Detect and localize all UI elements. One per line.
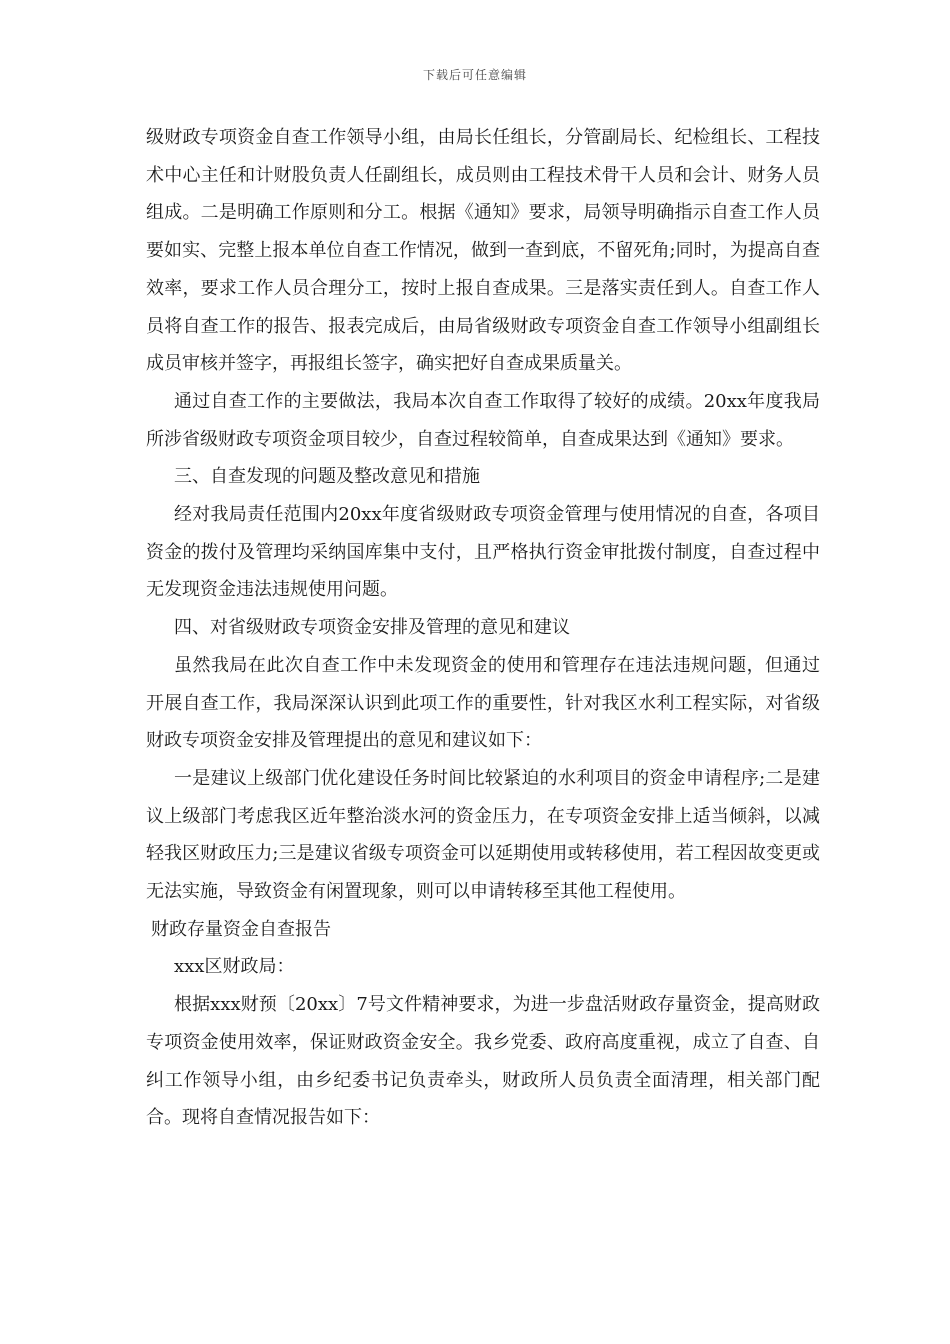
section-heading-4: 四、对省级财政专项资金安排及管理的意见和建议 [174, 617, 570, 639]
salutation: xxx区财政局： [174, 956, 295, 978]
paragraph-problems: 经对我局责任范围内20xx年度省级财政专项资金管理与使用情况的自查，各项目资金的拨付及管理均采纳国库集中支付，且严格执行资金审批拨付制度，自查过程中无发现资金违法违规使用问题。 [146, 504, 820, 601]
paragraph-results: 通过自查工作的主要做法，我局本次自查工作取得了较好的成绩。20xx年度我局所涉省级财政专项资金项目较少，自查过程较简单，自查成果达到《通知》要求。 [146, 390, 820, 450]
paragraph-suggestions-intro: 虽然我局在此次自查工作中未发现资金的使用和管理存在违法违规问题，但通过开展自查工作，我局深深认识到此项工作的重要性，针对我区水利工程实际，对省级财政专项资金安排及管理提出的意见和建议如下： [146, 654, 820, 752]
report-title: 财政存量资金自查报告 [151, 918, 331, 940]
paragraph-report-body: 根据xxx财预〔20xx〕7号文件精神要求，为进一步盘活财政存量资金，提高财政专项资金使用效率，保证财政资金安全。我乡党委、政府高度重视，成立了自查、自纠工作领导小组，由乡纪委书记负责牵头，财政所人员负责全面清理，相关部门配合。现将自查情况报告如下： [146, 994, 820, 1129]
document-body [146, 119, 820, 1137]
page-header: 下载后可任意编辑 [422, 68, 527, 82]
section-heading-3: 三、自查发现的问题及整改意见和措施 [174, 466, 480, 488]
paragraph-leadership-group: 级财政专项资金自查工作领导小组，由局长任组长，分管副局长、纪检组长、工程技术中心主任和计财股负责人任副组长，成员则由工程技术骨干人员和会计、财务人员组成。二是明确工作原则和分工。根据《通知》要求，局领导明确指示自查工作人员要如实、完整上报本单位自查工作情况，做到一查到底，不留死角;同时，为提高自查效率，要求工作人员合理分工，按时上报自查成果。三是落实责任到人。自查工作人员将自查工作的报告、报表完成后，由局省级财政专项资金自查工作领导小组副组长成员审核并签字，再报组长签字，确实把好自查成果质量关。 [146, 127, 820, 375]
paragraph-suggestions-list: 一是建议上级部门优化建设任务时间比较紧迫的水利项目的资金申请程序;二是建议上级部门考虑我区近年整治淡水河的资金压力，在专项资金安排上适当倾斜，以减轻我区财政压力;三是建议省级专项资金可以延期使用或转移使用，若工程因故变更或无法实施，导致资金有闲置现象，则可以申请转移至其他工程使用。 [146, 767, 820, 903]
